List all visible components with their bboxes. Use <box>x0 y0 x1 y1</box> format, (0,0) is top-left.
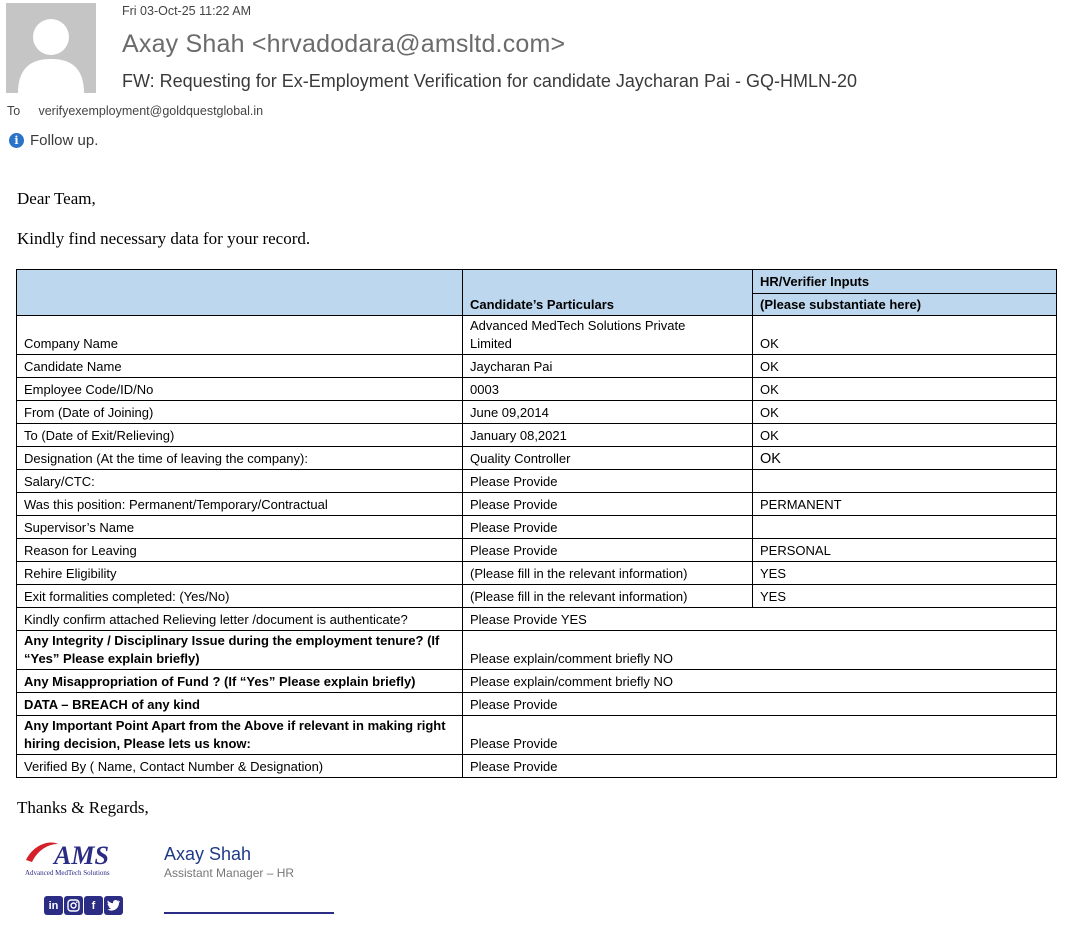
recipient-row <box>7 104 263 118</box>
row-label: To (Date of Exit/Relieving) <box>17 424 463 447</box>
row-label: From (Date of Joining) <box>17 401 463 424</box>
row-label: Salary/CTC: <box>17 470 463 493</box>
row-value: (Please fill in the relevant information) <box>463 585 753 608</box>
sender-name[interactable]: Axay Shah <hrvadodara@amsltd.com> <box>122 30 566 58</box>
row-value: Quality Controller <box>463 447 753 470</box>
logo-subtext: Advanced MedTech Solutions <box>25 869 110 877</box>
table-row <box>17 693 1057 716</box>
row-label: Rehire Eligibility <box>17 562 463 585</box>
row-input: OK <box>753 378 1057 401</box>
info-icon: i <box>9 133 24 148</box>
row-input <box>753 516 1057 539</box>
row-label: Company Name <box>17 316 463 355</box>
greeting: Dear Team, <box>17 189 96 208</box>
row-value: 0003 <box>463 378 753 401</box>
table-row <box>17 585 1057 608</box>
row-value: Jaycharan Pai <box>463 355 753 378</box>
header-hr-title: HR/Verifier Inputs <box>753 271 1056 294</box>
row-label: Kindly confirm attached Relieving letter /document is authenticate? <box>17 608 463 631</box>
sender-avatar <box>6 3 96 93</box>
row-input <box>753 470 1057 493</box>
row-label: Verified By ( Name, Contact Number & Designation) <box>17 755 463 778</box>
facebook-icon[interactable]: f <box>84 896 103 915</box>
followup-text: Follow up. <box>30 132 99 149</box>
row-input: OK <box>753 447 1057 470</box>
row-input: OK <box>753 424 1057 447</box>
row-input: PERSONAL <box>753 539 1057 562</box>
recipient-address[interactable]: verifyexemployment@goldquestglobal.in <box>38 104 264 118</box>
ams-logo <box>24 838 124 878</box>
row-value: January 08,2021 <box>463 424 753 447</box>
row-value: Please Provide <box>463 716 1057 755</box>
signature-divider <box>164 912 334 914</box>
verification-table <box>16 269 1057 778</box>
row-input: YES <box>753 562 1057 585</box>
row-value: Please explain/comment briefly NO <box>463 670 1057 693</box>
email-subject: FW: Requesting for Ex-Employment Verification for candidate Jaycharan Pai - GQ-HMLN-20 <box>122 71 857 91</box>
table-row <box>17 539 1057 562</box>
table-row <box>17 516 1057 539</box>
table-row <box>17 470 1057 493</box>
header-blank-cell <box>17 270 463 316</box>
row-input: OK <box>753 355 1057 378</box>
table-row <box>17 355 1057 378</box>
row-value: Please explain/comment briefly NO <box>463 631 1057 670</box>
twitter-icon[interactable] <box>104 896 123 915</box>
row-value: Please Provide <box>463 493 753 516</box>
row-input: PERMANENT <box>753 493 1057 516</box>
row-label: Employee Code/ID/No <box>17 378 463 401</box>
row-label: Supervisor’s Name <box>17 516 463 539</box>
table-row <box>17 608 1057 631</box>
table-row <box>17 493 1057 516</box>
row-label: Any Integrity / Disciplinary Issue during the employment tenure? (If “Yes” Please explain briefly) <box>17 631 463 670</box>
table-row <box>17 716 1057 755</box>
row-label: Designation (At the time of leaving the company): <box>17 447 463 470</box>
followup-flag[interactable] <box>9 132 98 149</box>
row-label: Any Important Point Apart from the Above if relevant in making right hiring decision, Please lets us know: <box>17 716 463 755</box>
person-icon <box>6 3 96 93</box>
row-input: OK <box>753 401 1057 424</box>
row-value <box>463 316 753 355</box>
row-label: Any Misappropriation of Fund ? (If “Yes” Please explain briefly) <box>17 670 463 693</box>
table-header-row <box>17 270 1057 316</box>
linkedin-icon[interactable]: in <box>44 896 63 915</box>
closing: Thanks & Regards, <box>17 798 149 817</box>
row-label: Candidate Name <box>17 355 463 378</box>
table-row <box>17 755 1057 778</box>
table-row <box>17 670 1057 693</box>
row-label: Reason for Leaving <box>17 539 463 562</box>
table-row <box>17 447 1057 470</box>
header-candidate-particulars: Candidate’s Particulars <box>463 270 753 316</box>
instagram-icon[interactable] <box>64 896 83 915</box>
row-input: OK <box>753 316 1057 355</box>
signature-name: Axay Shah <box>164 844 252 864</box>
row-value: (Please fill in the relevant information) <box>463 562 753 585</box>
row-value: Please Provide <box>463 470 753 493</box>
row-label: DATA – BREACH of any kind <box>17 693 463 716</box>
social-links <box>44 896 123 915</box>
table-row <box>17 316 1057 355</box>
intro-text: Kindly find necessary data for your record. <box>17 229 311 248</box>
row-value: June 09,2014 <box>463 401 753 424</box>
header-hr-inputs <box>753 270 1057 316</box>
sent-date: Fri 03-Oct-25 11:22 AM <box>122 4 251 18</box>
row-value-text: Advanced MedTech Solutions Private Limited <box>470 318 686 351</box>
row-input: YES <box>753 585 1057 608</box>
to-label: To <box>7 104 21 118</box>
table-row <box>17 401 1057 424</box>
header-hr-subtitle: (Please substantiate here) <box>760 297 922 312</box>
signature-title: Assistant Manager – HR <box>164 866 295 880</box>
row-label: Exit formalities completed: (Yes/No) <box>17 585 463 608</box>
table-row <box>17 562 1057 585</box>
row-value: Please Provide YES <box>463 608 1057 631</box>
row-label: Was this position: Permanent/Temporary/Contractual <box>17 493 463 516</box>
row-value: Please Provide <box>463 516 753 539</box>
row-value: Please Provide <box>463 539 753 562</box>
logo-text: AMS <box>54 841 109 870</box>
table-row <box>17 378 1057 401</box>
row-value: Please Provide <box>463 693 1057 716</box>
table-row <box>17 631 1057 670</box>
row-value: Please Provide <box>463 755 1057 778</box>
table-row <box>17 424 1057 447</box>
